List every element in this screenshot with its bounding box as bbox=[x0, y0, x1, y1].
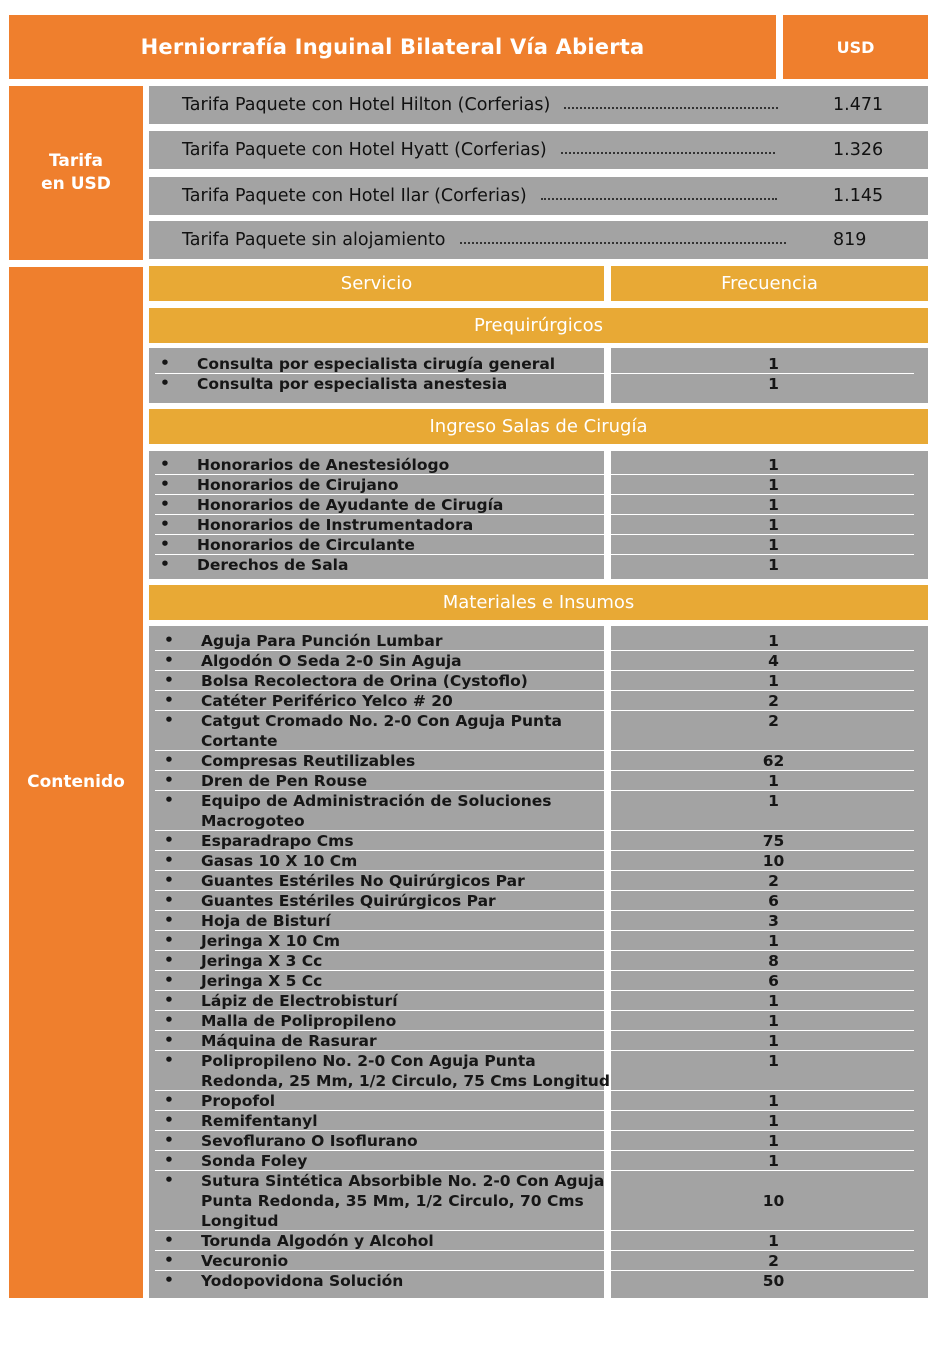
service-item: Guantes Estériles Quirúrgicos Par bbox=[201, 892, 496, 910]
service-item: Algodón O Seda 2-0 Sin Aguja bbox=[201, 652, 462, 670]
frequency-value: 1 bbox=[768, 375, 779, 393]
rates-label-line1: Tarifa bbox=[49, 151, 103, 171]
frequency-value: 1 bbox=[768, 1092, 779, 1110]
list-bullet: • bbox=[164, 1171, 174, 1189]
list-bullet: • bbox=[160, 455, 170, 473]
service-list-ingreso-salas bbox=[149, 451, 604, 579]
service-item-continuation: Redonda, 25 Mm, 1/2 Circulo, 75 Cms Longitud bbox=[201, 1072, 610, 1090]
list-bullet: • bbox=[164, 631, 174, 649]
list-bullet: • bbox=[164, 831, 174, 849]
frequency-value: 1 bbox=[768, 1232, 779, 1250]
frequency-value: 1 bbox=[768, 1152, 779, 1170]
frequency-value: 1 bbox=[768, 1052, 779, 1070]
frequency-value: 3 bbox=[768, 912, 779, 930]
frequency-value: 50 bbox=[762, 1272, 785, 1290]
service-item: Torunda Algodón y Alcohol bbox=[201, 1232, 434, 1250]
service-item: Honorarios de Anestesiólogo bbox=[197, 456, 450, 474]
list-bullet: • bbox=[160, 535, 170, 553]
frequency-value: 1 bbox=[768, 556, 779, 574]
service-item: Dren de Pen Rouse bbox=[201, 772, 368, 790]
service-item: Jeringa X 10 Cm bbox=[201, 932, 341, 950]
frequency-list-ingreso-salas bbox=[611, 451, 928, 579]
service-item: Vecuronio bbox=[201, 1252, 289, 1270]
list-bullet: • bbox=[164, 911, 174, 929]
frequency-value: 2 bbox=[768, 692, 779, 710]
frequency-value: 2 bbox=[768, 712, 779, 730]
list-bullet: • bbox=[164, 1151, 174, 1169]
frequency-value: 6 bbox=[768, 892, 779, 910]
service-item: Sutura Sintética Absorbible No. 2-0 Con Aguja bbox=[201, 1172, 605, 1190]
page-title: Herniorrafía Inguinal Bilateral Vía Abierta bbox=[9, 15, 776, 79]
list-bullet: • bbox=[164, 871, 174, 889]
section-header-ingreso-salas: Ingreso Salas de Cirugía bbox=[149, 409, 928, 444]
list-bullet: • bbox=[164, 851, 174, 869]
rate-label: Tarifa Paquete con Hotel Hilton (Corferias) bbox=[182, 95, 551, 115]
service-item: Remifentanyl bbox=[201, 1112, 318, 1130]
frequency-value: 1 bbox=[768, 536, 779, 554]
service-item: Honorarios de Cirujano bbox=[197, 476, 399, 494]
list-bullet: • bbox=[164, 1131, 174, 1149]
service-item-continuation: Punta Redonda, 35 Mm, 1/2 Circulo, 70 Cms bbox=[201, 1192, 584, 1210]
list-bullet: • bbox=[164, 1091, 174, 1109]
frequency-value: 1 bbox=[768, 1132, 779, 1150]
content-section-label: Contenido bbox=[9, 267, 143, 1298]
service-item: Honorarios de Ayudante de Cirugía bbox=[197, 496, 504, 514]
rate-label: Tarifa Paquete con Hotel Hyatt (Corferias) bbox=[182, 140, 547, 160]
service-item: Yodopovidona Solución bbox=[201, 1272, 404, 1290]
service-item: Jeringa X 3 Cc bbox=[201, 952, 323, 970]
service-item: Esparadrapo Cms bbox=[201, 832, 354, 850]
list-bullet: • bbox=[160, 495, 170, 513]
section-header-prequirurgicos: Prequirúrgicos bbox=[149, 308, 928, 343]
currency-header: USD bbox=[783, 15, 928, 79]
service-item: Catgut Cromado No. 2-0 Con Aguja Punta bbox=[201, 712, 562, 730]
frequency-value: 1 bbox=[768, 772, 779, 790]
frequency-value: 1 bbox=[768, 496, 779, 514]
service-item: Propofol bbox=[201, 1092, 276, 1110]
service-list-prequirurgicos bbox=[149, 348, 604, 403]
frequency-value: 10 bbox=[762, 852, 785, 870]
list-bullet: • bbox=[160, 475, 170, 493]
service-item: Honorarios de Circulante bbox=[197, 536, 415, 554]
service-item: Guantes Estériles No Quirúrgicos Par bbox=[201, 872, 525, 890]
frequency-value: 4 bbox=[768, 652, 779, 670]
service-item: Equipo de Administración de Soluciones bbox=[201, 792, 552, 810]
column-header-frequency: Frecuencia bbox=[611, 266, 928, 301]
service-item-continuation: Cortante bbox=[201, 732, 278, 750]
list-bullet: • bbox=[164, 691, 174, 709]
rate-label: Tarifa Paquete sin alojamiento bbox=[182, 230, 446, 250]
frequency-value: 2 bbox=[768, 872, 779, 890]
frequency-value: 1 bbox=[768, 456, 779, 474]
list-bullet: • bbox=[164, 1011, 174, 1029]
column-header-service: Servicio bbox=[149, 266, 604, 301]
service-item: Aguja Para Punción Lumbar bbox=[201, 632, 443, 650]
list-bullet: • bbox=[164, 971, 174, 989]
dotted-leader bbox=[541, 198, 777, 200]
frequency-value: 1 bbox=[768, 1012, 779, 1030]
list-bullet: • bbox=[164, 711, 174, 729]
service-item: Gasas 10 X 10 Cm bbox=[201, 852, 358, 870]
frequency-value: 1 bbox=[768, 1032, 779, 1050]
dotted-leader bbox=[460, 242, 786, 244]
list-bullet: • bbox=[164, 651, 174, 669]
list-bullet: • bbox=[164, 1051, 174, 1069]
frequency-value: 10 bbox=[762, 1192, 785, 1210]
service-item-continuation: Macrogoteo bbox=[201, 812, 305, 830]
rates-section-label bbox=[9, 86, 143, 260]
service-item: Lápiz de Electrobisturí bbox=[201, 992, 398, 1010]
rate-value: 819 bbox=[833, 230, 867, 250]
service-item: Consulta por especialista cirugía general bbox=[197, 355, 556, 373]
list-bullet: • bbox=[164, 791, 174, 809]
list-bullet: • bbox=[164, 751, 174, 769]
frequency-value: 8 bbox=[768, 952, 779, 970]
frequency-list-materiales bbox=[611, 626, 928, 1298]
frequency-value: 1 bbox=[768, 992, 779, 1010]
frequency-value: 1 bbox=[768, 516, 779, 534]
section-header-materiales: Materiales e Insumos bbox=[149, 585, 928, 620]
list-bullet: • bbox=[164, 771, 174, 789]
rate-row bbox=[149, 131, 928, 169]
service-item: Bolsa Recolectora de Orina (Cystoflo) bbox=[201, 672, 528, 690]
list-bullet: • bbox=[164, 991, 174, 1009]
service-item: Sevoflurano O Isoflurano bbox=[201, 1132, 418, 1150]
rates-label-line2: en USD bbox=[41, 174, 111, 194]
frequency-value: 1 bbox=[768, 632, 779, 650]
frequency-value: 1 bbox=[768, 792, 779, 810]
service-item: Sonda Foley bbox=[201, 1152, 308, 1170]
list-bullet: • bbox=[164, 1111, 174, 1129]
frequency-value: 1 bbox=[768, 1112, 779, 1130]
service-item-continuation: Longitud bbox=[201, 1212, 279, 1230]
row-separator bbox=[611, 1170, 914, 1171]
frequency-value: 1 bbox=[768, 932, 779, 950]
service-item: Catéter Periférico Yelco # 20 bbox=[201, 692, 453, 710]
service-item: Polipropileno No. 2-0 Con Aguja Punta bbox=[201, 1052, 536, 1070]
service-item: Malla de Polipropileno bbox=[201, 1012, 397, 1030]
frequency-value: 75 bbox=[762, 832, 785, 850]
list-bullet: • bbox=[164, 671, 174, 689]
frequency-value: 6 bbox=[768, 972, 779, 990]
list-bullet: • bbox=[160, 374, 170, 392]
frequency-value: 62 bbox=[762, 752, 785, 770]
service-item: Máquina de Rasurar bbox=[201, 1032, 377, 1050]
service-list-materiales bbox=[149, 626, 610, 1298]
list-bullet: • bbox=[164, 1231, 174, 1249]
list-bullet: • bbox=[164, 931, 174, 949]
rate-row bbox=[149, 177, 928, 215]
rate-row bbox=[149, 221, 928, 259]
list-bullet: • bbox=[160, 354, 170, 372]
frequency-list-prequirurgicos bbox=[611, 348, 928, 403]
service-item: Honorarios de Instrumentadora bbox=[197, 516, 474, 534]
list-bullet: • bbox=[164, 1251, 174, 1269]
service-item: Compresas Reutilizables bbox=[201, 752, 416, 770]
rate-row bbox=[149, 86, 928, 124]
list-bullet: • bbox=[164, 891, 174, 909]
rate-value: 1.145 bbox=[833, 186, 884, 206]
rate-value: 1.326 bbox=[833, 140, 884, 160]
service-item: Derechos de Sala bbox=[197, 556, 349, 574]
frequency-value: 2 bbox=[768, 1252, 779, 1270]
frequency-value: 1 bbox=[768, 476, 779, 494]
list-bullet: • bbox=[160, 515, 170, 533]
service-item: Hoja de Bisturí bbox=[201, 912, 331, 930]
frequency-value: 1 bbox=[768, 672, 779, 690]
rate-label: Tarifa Paquete con Hotel Ilar (Corferias) bbox=[182, 186, 527, 206]
dotted-leader bbox=[564, 107, 778, 109]
dotted-leader bbox=[561, 152, 775, 154]
rate-value: 1.471 bbox=[833, 95, 884, 115]
service-item: Consulta por especialista anestesia bbox=[197, 375, 508, 393]
list-bullet: • bbox=[160, 555, 170, 573]
list-bullet: • bbox=[164, 1031, 174, 1049]
service-item: Jeringa X 5 Cc bbox=[201, 972, 323, 990]
list-bullet: • bbox=[164, 951, 174, 969]
list-bullet: • bbox=[164, 1271, 174, 1289]
frequency-value: 1 bbox=[768, 355, 779, 373]
